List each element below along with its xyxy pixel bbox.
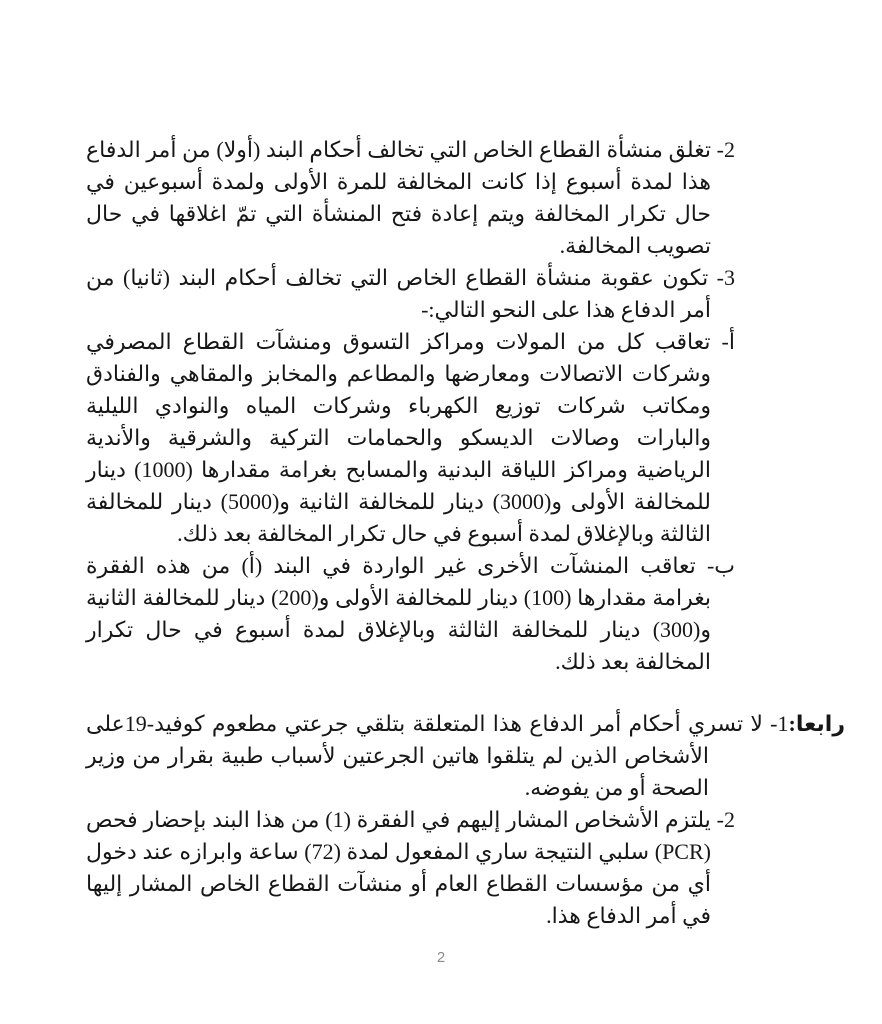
paragraph-item-b-fines-other: ب- تعاقب المنشآت الأخرى غير الواردة في البند (أ) من هذه الفقرة بغرامة مقدارها (100) دينار للمخالفة الأولى و(200) دينار للمخالفة الثانية و(300) دينار للمخالفة الثالثة وبالإغلاق لمدة أسبوع في حال تكرار المخالفة بعد ذلك. <box>86 553 735 674</box>
document-body <box>86 134 845 932</box>
paragraph-item-3-penalty-intro: 3- تكون عقوبة منشأة القطاع الخاص التي تخالف أحكام البند (ثانيا) من أمر الدفاع هذا على النحو التالي:- <box>86 265 735 322</box>
paragraph-section-4-vaccine-exemption <box>86 708 845 804</box>
paragraph-item-2-pcr-requirement: 2- يلتزم الأشخاص المشار إليهم في الفقرة (1) من هذا البند بإحضار فحص (PCR) سلبي النتيجة ساري المفعول لمدة (72) ساعة وابرازه عند دخول أي من مؤسسات القطاع العام أو منشآت القطاع الخاص المشار إليها في أمر الدفاع هذا. <box>86 807 735 928</box>
page-number: 2 <box>436 949 446 966</box>
section-4-label: رابعا: <box>788 711 845 736</box>
paragraph-item-2-closure: 2- تغلق منشأة القطاع الخاص التي تخالف أحكام البند (أولا) من أمر الدفاع هذا لمدة أسبوع إذا كانت المخالفة للمرة الأولى ولمدة أسبوعين في حال تكرار المخالفة ويتم إعادة فتح المنشأة التي تمّ اغلاقها في حال تصويب المخالفة. <box>86 137 735 258</box>
section-4-text: 1- لا تسري أحكام أمر الدفاع هذا المتعلقة بتلقي جرعتي مطعوم كوفيد-19على الأشخاص الذين لم يتلقوا هاتين الجرعتين لأسباب طبية بقرار من وزير الصحة أو من يفوضه. <box>86 711 789 800</box>
paragraph-item-a-fines-large: أ- تعاقب كل من المولات ومراكز التسوق ومنشآت القطاع المصرفي وشركات الاتصالات ومعارضها والمطاعم والمخابز والمقاهي والفنادق ومكاتب شركات توزيع الكهرباء وشركات المياه والنوادي الليلية والبارات وصالات الديسكو والحمامات التركية والشرقية والأندية الرياضية ومراكز اللياقة البدنية والمسابح بغرامة مقدارها (1000) دينار للمخالفة الأولى و(3000) دينار للمخالفة الثانية و(5000) دينار للمخالفة الثالثة وبالإغلاق لمدة أسبوع في حال تكرار المخالفة بعد ذلك. <box>86 329 735 546</box>
